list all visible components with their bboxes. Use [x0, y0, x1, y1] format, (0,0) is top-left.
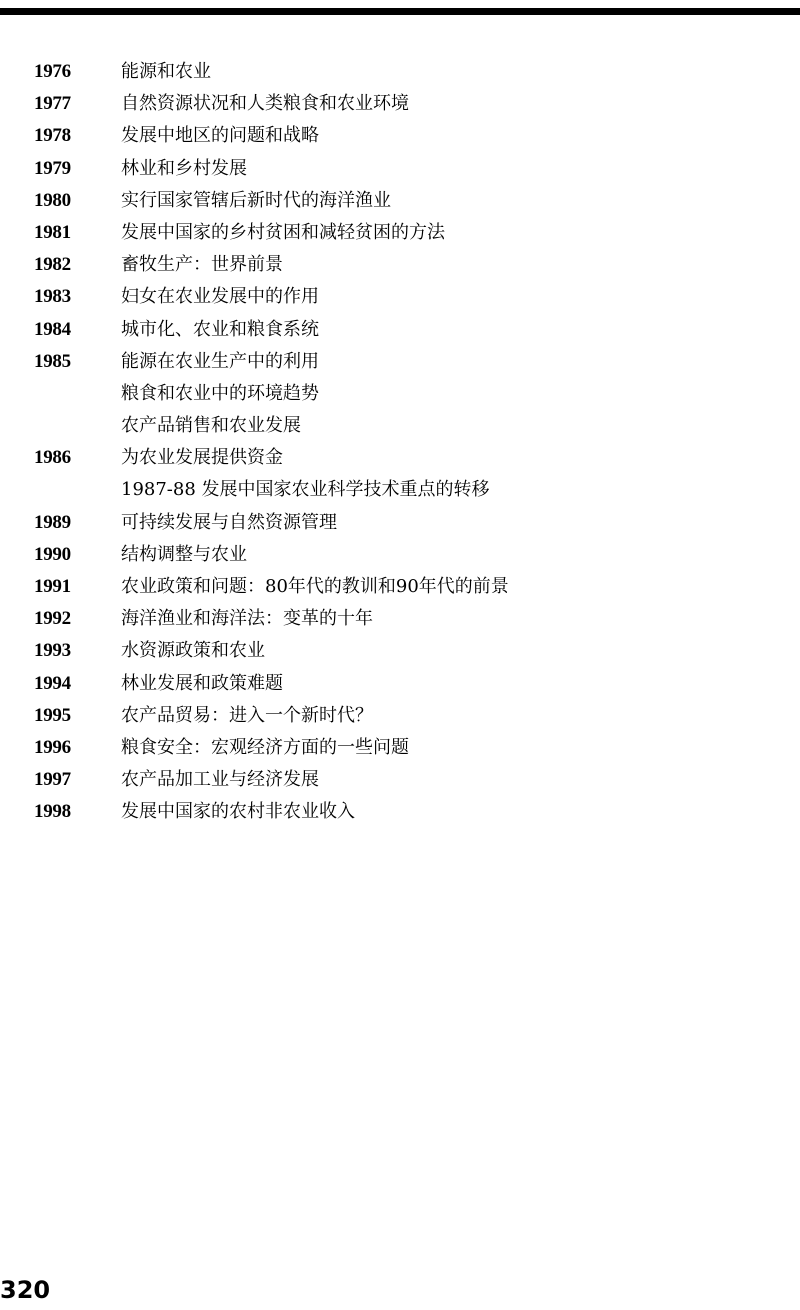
- entry-title: 为农业发展提供资金: [121, 447, 283, 469]
- entry-year: 1984: [34, 318, 71, 340]
- entry-year: 1981: [34, 221, 71, 243]
- entry-year: 1980: [34, 189, 71, 211]
- entry-title: 发展中国家的农村非农业收入: [121, 801, 355, 823]
- entry-title: 自然资源状况和人类粮食和农业环境: [121, 93, 409, 115]
- entry-title: 发展中国家的乡村贫困和减轻贫困的方法: [121, 221, 445, 243]
- entry-year: 1995: [34, 704, 71, 726]
- entry-year: 1991: [34, 576, 71, 597]
- list-item: [0, 153, 800, 185]
- entry-year: 1977: [34, 93, 71, 115]
- entry-title: 林业和乡村发展: [121, 157, 247, 179]
- entry-year: 1996: [34, 736, 71, 758]
- entry-title: 林业发展和政策难题: [121, 672, 283, 694]
- list-item: [0, 796, 800, 828]
- list-item: [0, 764, 800, 796]
- list-item: [0, 314, 800, 346]
- entry-title: 发展中地区的问题和战略: [121, 125, 319, 147]
- entry-year: 1982: [34, 254, 71, 276]
- list-item: [0, 346, 800, 378]
- list-item: [0, 507, 800, 539]
- list-item: [0, 249, 800, 281]
- entry-title: 粮食和农业中的环境趋势: [121, 382, 319, 404]
- entry-title: 农产品贸易：进入一个新时代？: [121, 704, 373, 726]
- list-item: [0, 668, 800, 700]
- entry-year: 1976: [34, 61, 71, 82]
- list-item: [0, 700, 800, 732]
- entry-year: 1993: [34, 640, 71, 662]
- list-item: [0, 378, 800, 410]
- list-item: [0, 281, 800, 313]
- entry-year: 1978: [34, 125, 71, 147]
- entry-year: 1994: [34, 672, 71, 694]
- list-item: [0, 571, 800, 603]
- list-item: [0, 603, 800, 635]
- entry-year: 1990: [34, 543, 71, 565]
- publication-list: [0, 56, 800, 829]
- list-item: [0, 539, 800, 571]
- entry-title: 实行国家管辖后新时代的海洋渔业: [121, 189, 391, 211]
- entry-title: 畜牧生产：世界前景: [121, 254, 283, 276]
- list-item: [0, 474, 800, 506]
- entry-title: 水资源政策和农业: [121, 640, 265, 662]
- entry-title: 结构调整与农业: [121, 543, 247, 565]
- entry-title: 能源和农业: [121, 61, 211, 82]
- entry-title: 1987-88 发展中国家农业科学技术重点的转移: [121, 479, 490, 501]
- entry-title: 粮食安全：宏观经济方面的一些问题: [121, 736, 409, 758]
- list-item: [0, 120, 800, 152]
- entry-year: 1989: [34, 511, 71, 533]
- list-item: [0, 442, 800, 474]
- list-item: [0, 56, 800, 88]
- entry-title: 能源在农业生产中的利用: [121, 350, 319, 372]
- entry-title: 可持续发展与自然资源管理: [121, 511, 337, 533]
- entry-year: 1985: [34, 350, 71, 372]
- list-item: [0, 185, 800, 217]
- top-rule: [0, 8, 800, 15]
- entry-title: 农业政策和问题：80年代的教训和90年代的前景: [121, 576, 509, 597]
- entry-year: 1986: [34, 447, 71, 469]
- list-item: [0, 410, 800, 442]
- entry-title: 城市化、农业和粮食系统: [121, 318, 319, 340]
- entry-title: 海洋渔业和海洋法：变革的十年: [121, 608, 373, 630]
- list-item: [0, 88, 800, 120]
- entry-year: 1998: [34, 801, 71, 823]
- entry-year: 1979: [34, 157, 71, 179]
- entry-title: 妇女在农业发展中的作用: [121, 286, 319, 308]
- list-item: [0, 217, 800, 249]
- list-item: [0, 635, 800, 667]
- entry-year: 1983: [34, 286, 71, 308]
- list-item: [0, 732, 800, 764]
- entry-year: 1997: [34, 769, 71, 791]
- page-number: 320: [0, 1276, 51, 1304]
- entry-title: 农产品加工业与经济发展: [121, 769, 319, 791]
- entry-title: 农产品销售和农业发展: [121, 415, 301, 437]
- entry-year: 1992: [34, 608, 71, 630]
